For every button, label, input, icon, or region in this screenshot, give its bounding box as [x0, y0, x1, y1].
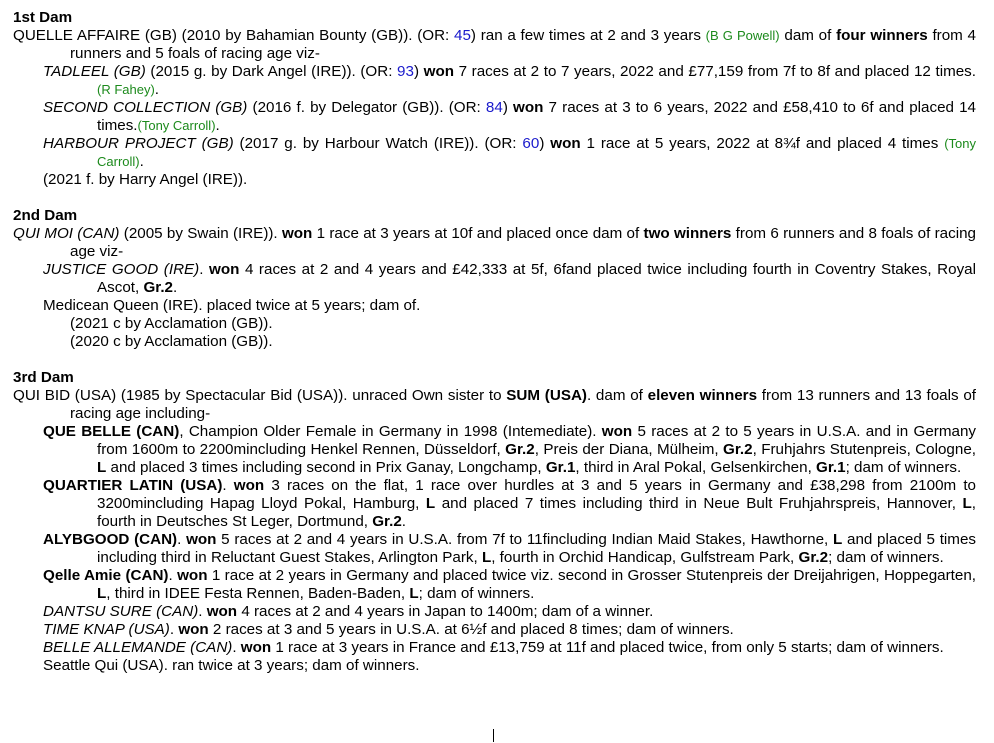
produce-entry: BELLE ALLEMANDE (CAN). won 1 race at 3 years in France and £13,759 at 11f and placed twice, from only 5 starts; dam of winners. — [43, 639, 944, 656]
first-dam-entry: QUELLE AFFAIRE (GB) (2010 by Bahamian Bounty (GB)). (OR: 45) ran a few times at 2 and 3 years (B G Powell) dam of four winners from 4 runners and 5 foals of racing age viz- — [13, 27, 977, 62]
produce-entry: Qelle Amie (CAN). won 1 race at 2 years in Germany and placed twice viz. second in Grosser Stutenpreis der Dreijahrigen, Hoppegarten, L, third in IDEE Festa Rennen, Baden-Baden, L; dam of winners. — [43, 567, 976, 602]
produce-entry: TIME KNAP (USA). won 2 races at 3 and 5 years in U.S.A. at 6½f and placed 8 times; dam of winners. — [43, 621, 734, 638]
horse-name: BELLE ALLEMANDE (CAN) — [43, 639, 233, 656]
horse-name: QUE BELLE (CAN) — [43, 423, 180, 440]
sub-produce-entry: (2020 c by Acclamation (GB)). — [70, 333, 273, 350]
text-cursor — [493, 729, 494, 742]
horse-name: HARBOUR PROJECT (GB) — [43, 135, 234, 152]
horse-name: ALYBGOOD (CAN) — [43, 531, 178, 548]
produce-entry: QUARTIER LATIN (USA). won 3 races on the flat, 1 race over hurdles at 3 and 5 years in Germany and £38,298 from 2100m to 3200mincluding Hapag Lloyd Pokal, Hamburg, L and placed 7 times including third in Neue Bult Fruhjahrspreis, Hannover, L, fourth in Deutsches St Leger, Dortmund, Gr.2. — [43, 477, 977, 530]
trainer-name: (B G Powell) — [705, 28, 780, 43]
horse-name: QUARTIER LATIN (USA) — [43, 477, 223, 494]
pedigree-document — [13, 9, 976, 675]
produce-entry: HARBOUR PROJECT (GB) (2017 g. by Harbour Watch (IRE)). (OR: 60) won 1 race at 5 years, 2022 at 8¾f and placed 4 times (Tony Carroll). — [43, 135, 977, 170]
trainer-name: (Tony Carroll) — [97, 136, 977, 169]
sub-produce-entry: (2021 c by Acclamation (GB)). — [70, 315, 273, 332]
horse-name: JUSTICE GOOD (IRE) — [43, 261, 200, 278]
horse-name: TIME KNAP (USA) — [43, 621, 170, 638]
official-rating: 84 — [485, 99, 503, 116]
horse-name: TADLEEL (GB) — [43, 63, 146, 80]
second-dam-entry: QUI MOI (CAN) (2005 by Swain (IRE)). won 1 race at 3 years at 10f and placed once dam of two winners from 6 runners and 8 foals of racing age viz- — [13, 225, 976, 260]
horse-name: DANTSU SURE (CAN) — [43, 603, 199, 620]
second-dam-heading: 2nd Dam — [13, 207, 78, 224]
produce-entry: Seattle Qui (USA). ran twice at 3 years; dam of winners. — [43, 657, 420, 674]
produce-entry: TADLEEL (GB) (2015 g. by Dark Angel (IRE)). (OR: 93) won 7 races at 2 to 7 years, 2022 and £77,159 from 7f to 8f and placed 12 times. (R Fahey). — [43, 63, 976, 98]
horse-name: Qelle Amie (CAN) — [43, 567, 169, 584]
official-rating: 93 — [397, 63, 414, 80]
produce-entry: (2021 f. by Harry Angel (IRE)). — [43, 171, 248, 188]
first-dam-heading: 1st Dam — [13, 9, 73, 26]
third-dam-entry: QUI BID (USA) (1985 by Spectacular Bid (USA)). unraced Own sister to SUM (USA). dam of eleven winners from 13 runners and 13 foals of racing age including- — [13, 387, 976, 422]
official-rating: 60 — [522, 135, 540, 152]
produce-entry: SECOND COLLECTION (GB) (2016 f. by Delegator (GB)). (OR: 84) won 7 races at 3 to 6 years, 2022 and £58,410 to 6f and placed 14 times.(Tony Carroll). — [43, 99, 977, 134]
horse-name: QUI MOI (CAN) — [13, 225, 120, 242]
official-rating: 45 — [454, 27, 471, 44]
produce-entry: ALYBGOOD (CAN). won 5 races at 2 and 4 years in U.S.A. from 7f to 11fincluding Indian Maid Stakes, Hawthorne, L and placed 5 times including third in Reluctant Guest Stakes, Arlington Park, L, fourth in Orchid Handicap, Gulfstream Park, Gr.2; dam of winners. — [43, 531, 976, 566]
third-dam-heading: 3rd Dam — [13, 369, 74, 386]
horse-name: SECOND COLLECTION (GB) — [43, 99, 248, 116]
trainer-name: (Tony Carroll) — [137, 118, 216, 133]
produce-entry: Medicean Queen (IRE). placed twice at 5 years; dam of. — [43, 297, 421, 314]
horse-name: QUELLE AFFAIRE (GB) — [13, 27, 177, 44]
produce-entry: DANTSU SURE (CAN). won 4 races at 2 and 4 years in Japan to 1400m; dam of a winner. — [43, 603, 654, 620]
trainer-name: (R Fahey) — [97, 82, 155, 97]
produce-entry: QUE BELLE (CAN), Champion Older Female in Germany in 1998 (Intemediate). won 5 races at 2 to 5 years in U.S.A. and in Germany from 1600m to 2200mincluding Henkel Rennen, Düsseldorf, Gr.2, Preis der Diana, Mülheim, Gr.2, Fruhjahrs Stutenpreis, Cologne, L and placed 3 times including second in Prix Ganay, Longchamp, Gr.1, third in Aral Pokal, Gelsenkirchen, Gr.1; dam of winners. — [43, 423, 976, 476]
produce-entry: JUSTICE GOOD (IRE). won 4 races at 2 and 4 years and £42,333 at 5f, 6fand placed twice including fourth in Coventry Stakes, Royal Ascot, Gr.2. — [43, 261, 976, 296]
